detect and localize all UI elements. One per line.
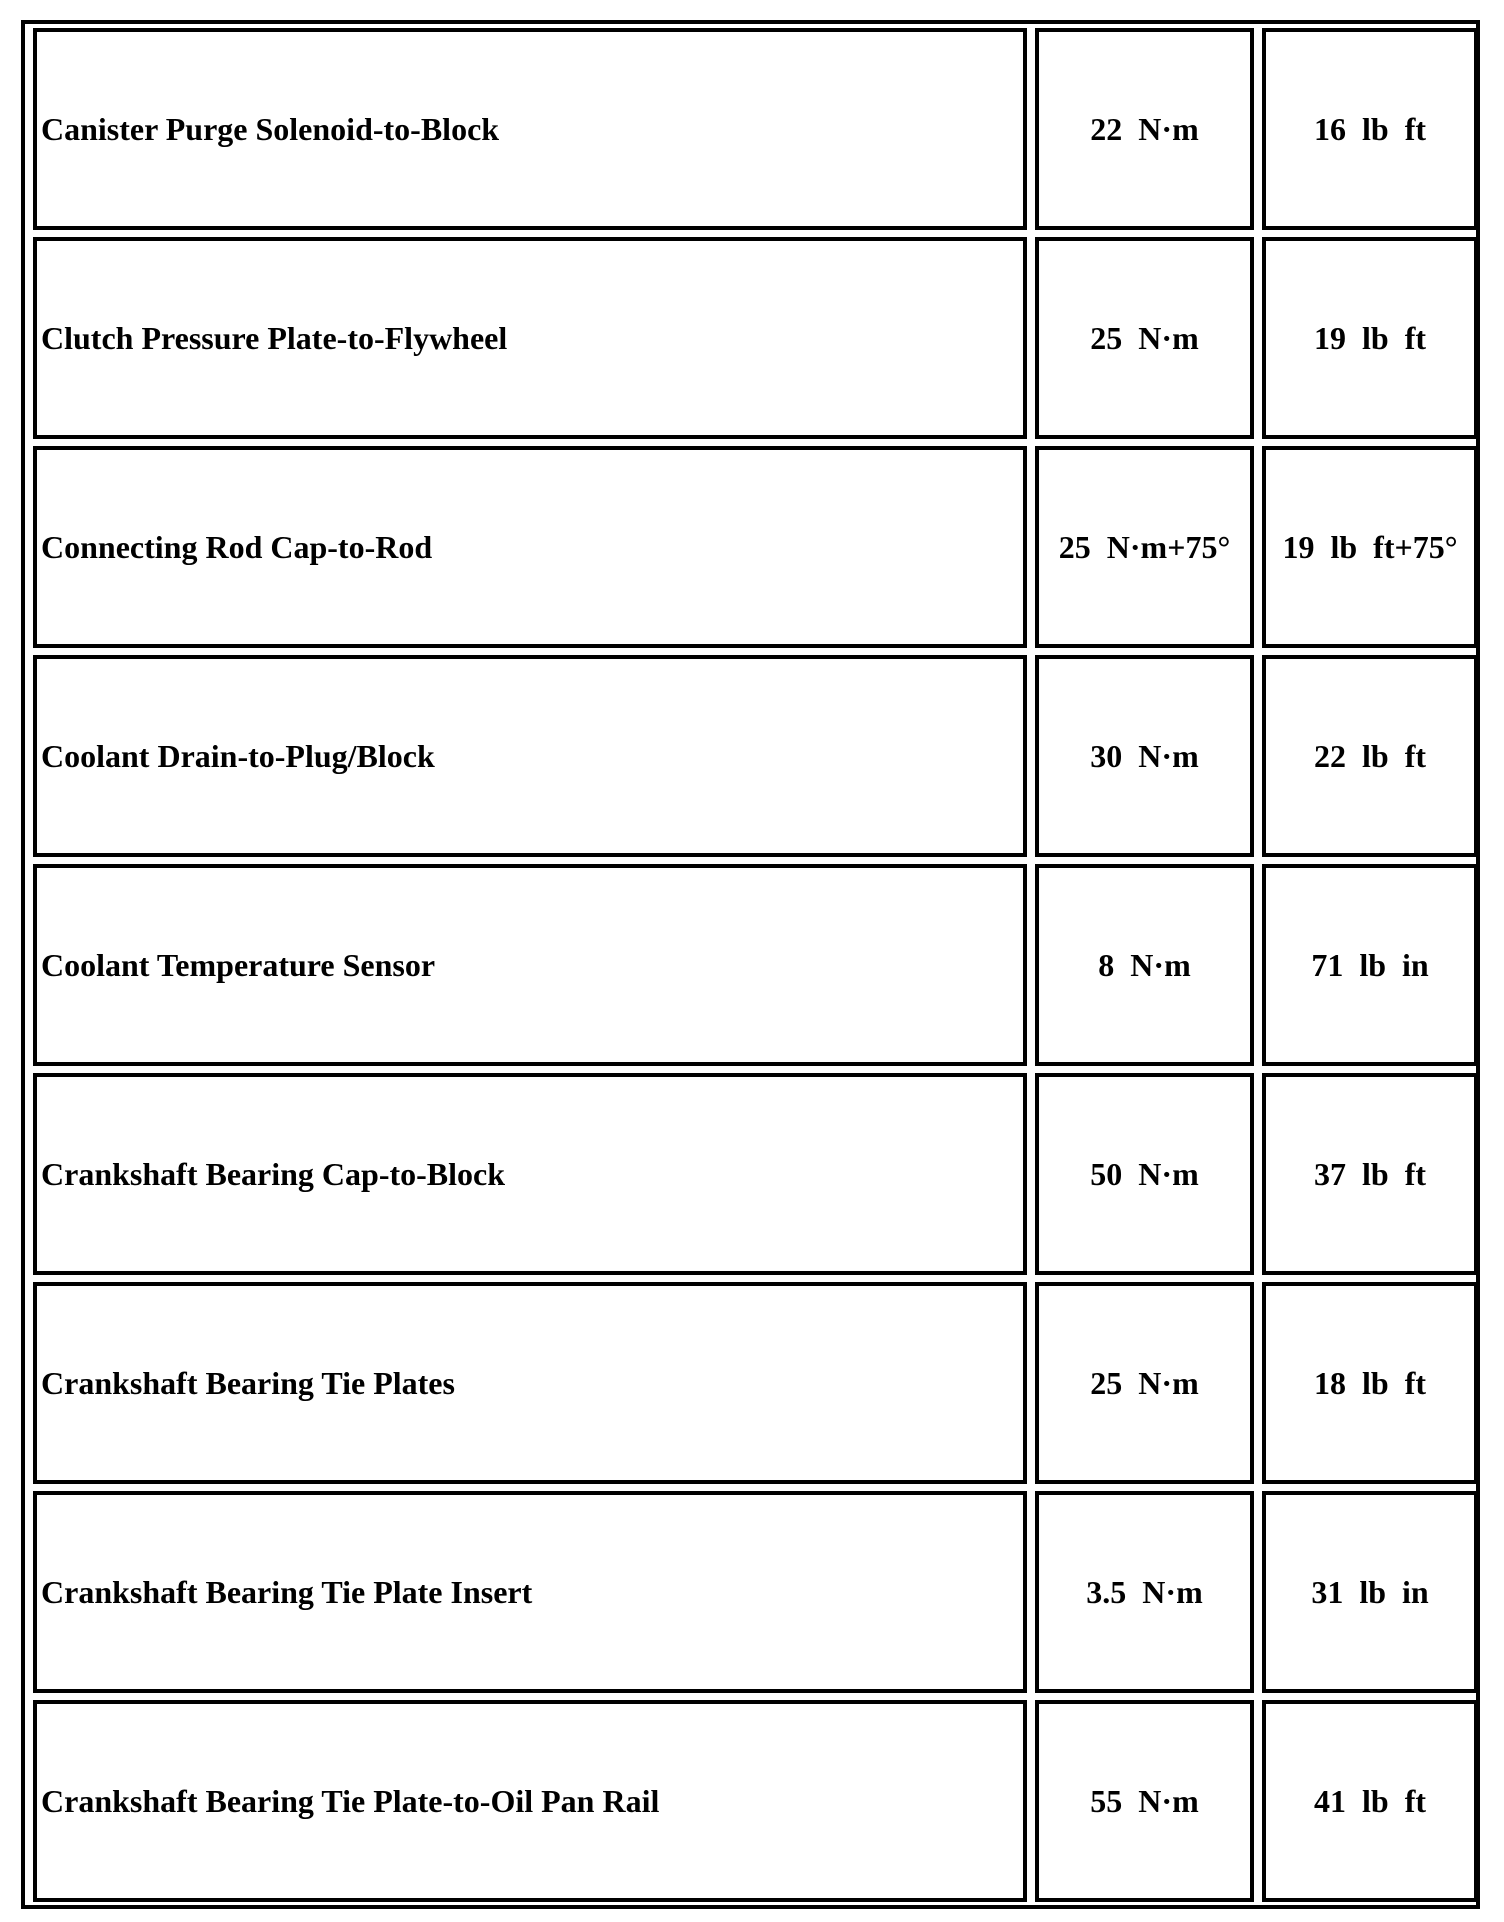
english-torque-cell: 19 lb ft [1262,237,1478,439]
table-row [33,655,1468,857]
metric-torque-cell: 25 N·m [1035,237,1254,439]
english-torque-cell: 18 lb ft [1262,1282,1478,1484]
component-cell: Canister Purge Solenoid-to-Block [33,28,1027,230]
torque-specifications-table [21,20,1480,1909]
metric-torque-cell: 25 N·m+75° [1035,446,1254,648]
english-torque-cell: 16 lb ft [1262,28,1478,230]
table-row [33,1282,1468,1484]
table-row [33,446,1468,648]
component-cell: Crankshaft Bearing Tie Plate-to-Oil Pan Rail [33,1700,1027,1902]
table-row [33,1700,1468,1902]
metric-torque-cell: 55 N·m [1035,1700,1254,1902]
english-torque-cell: 41 lb ft [1262,1700,1478,1902]
component-cell: Coolant Drain-to-Plug/Block [33,655,1027,857]
component-cell: Clutch Pressure Plate-to-Flywheel [33,237,1027,439]
english-torque-cell: 22 lb ft [1262,655,1478,857]
english-torque-cell: 71 lb in [1262,864,1478,1066]
component-cell: Crankshaft Bearing Tie Plate Insert [33,1491,1027,1693]
component-cell: Connecting Rod Cap-to-Rod [33,446,1027,648]
metric-torque-cell: 3.5 N·m [1035,1491,1254,1693]
metric-torque-cell: 50 N·m [1035,1073,1254,1275]
table-row [33,1073,1468,1275]
component-cell: Crankshaft Bearing Cap-to-Block [33,1073,1027,1275]
component-cell: Coolant Temperature Sensor [33,864,1027,1066]
component-cell: Crankshaft Bearing Tie Plates [33,1282,1027,1484]
metric-torque-cell: 22 N·m [1035,28,1254,230]
metric-torque-cell: 30 N·m [1035,655,1254,857]
english-torque-cell: 31 lb in [1262,1491,1478,1693]
english-torque-cell: 37 lb ft [1262,1073,1478,1275]
table-row [33,864,1468,1066]
table-row [33,28,1468,230]
table-row [33,1491,1468,1693]
english-torque-cell: 19 lb ft+75° [1262,446,1478,648]
table-row [33,237,1468,439]
metric-torque-cell: 8 N·m [1035,864,1254,1066]
metric-torque-cell: 25 N·m [1035,1282,1254,1484]
